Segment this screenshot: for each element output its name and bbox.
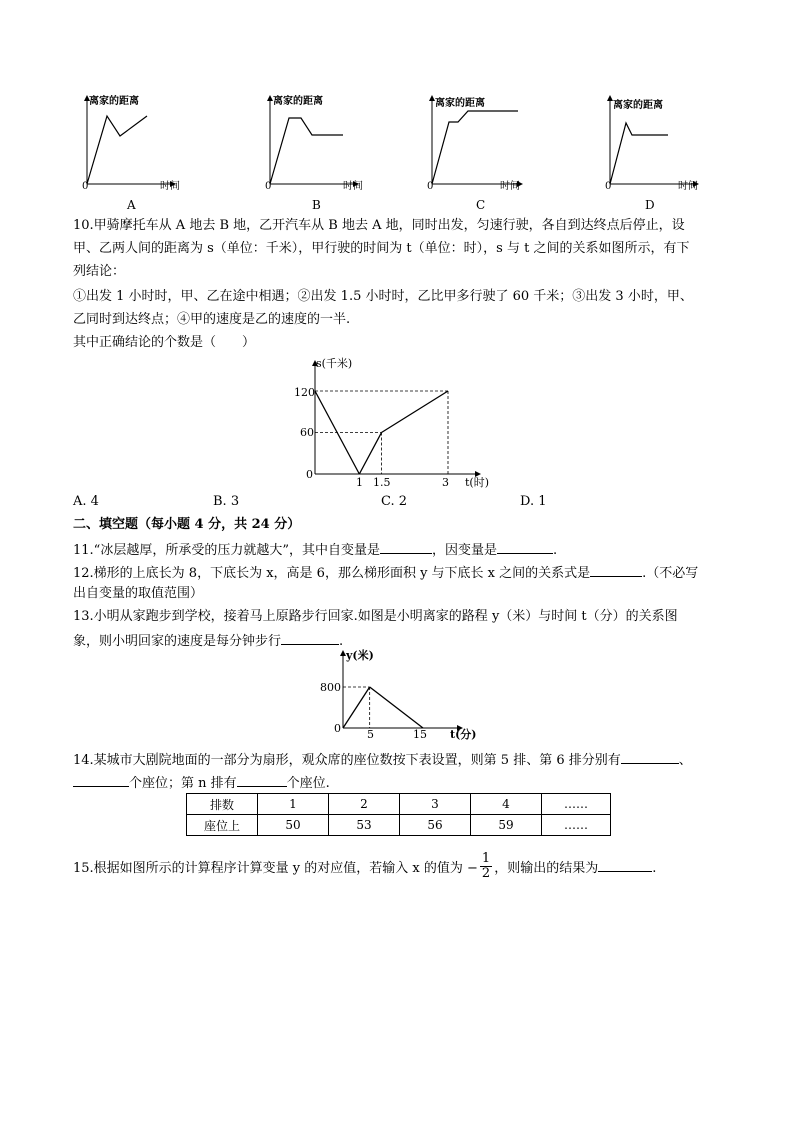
- seat-table: [186, 793, 611, 836]
- option-d-label: D: [645, 198, 655, 212]
- table-row: [187, 815, 611, 836]
- q11-text2: ，因变量是: [431, 543, 497, 558]
- option-c-label: C: [476, 198, 486, 212]
- q10-ytick-60: 60: [300, 426, 314, 439]
- option-a-label: A: [127, 198, 136, 212]
- graph-d-origin: 0: [605, 181, 612, 192]
- q10-ytick-120: 120: [294, 386, 315, 399]
- q13-line1: 13.小明从家跑步到学校，接着马上原路步行回家.如图是小明离家的路程 y（米）与时间 t（分）的关系图: [73, 609, 678, 624]
- q10-option-b: B. 3: [213, 494, 240, 509]
- graph-c-line: [432, 111, 518, 184]
- q14-text2b: 个座位.: [286, 776, 330, 791]
- graph-a-origin: 0: [82, 181, 89, 192]
- q10-line6: 其中正确结论的个数是（ ）: [73, 335, 256, 350]
- q10-option-c: C. 2: [381, 494, 408, 509]
- table-row-header: [187, 794, 611, 815]
- graph-a-ylabel: 离家的距离: [89, 96, 139, 107]
- q15-frac-den: 2: [481, 866, 491, 881]
- graph-b-ylabel: 离家的距离: [273, 96, 323, 107]
- q15-text1: 15.根据如图所示的计算程序计算变量 y 的对应值，若输入 x 的值为 −: [73, 861, 478, 876]
- q10-ylabel: s(千米): [316, 357, 353, 370]
- table-cell: 3: [400, 794, 471, 815]
- table-cell: ……: [542, 815, 611, 836]
- graph-d: [605, 96, 698, 212]
- q13-xlabel: t(分): [450, 728, 477, 741]
- q13-segment: [370, 687, 423, 728]
- q10-segment: [382, 391, 449, 433]
- graph-d-xlabel: 时间: [678, 181, 698, 192]
- q12-text2: .（不必写: [642, 566, 699, 581]
- q10-line5: 乙同时到达终点；④甲的速度是乙的速度的一半.: [73, 312, 351, 327]
- q13-marks: [343, 687, 423, 728]
- q13-xtick-5: 5: [367, 728, 374, 741]
- q10-ytick-0: 0: [306, 468, 313, 481]
- q10-xtick-1: 1: [356, 476, 363, 489]
- graph-d-ylabel: 离家的距离: [613, 100, 663, 111]
- q11-line: [73, 541, 557, 559]
- graph-b-xlabel: 时间: [343, 181, 363, 192]
- q14-sep: 、: [678, 753, 692, 768]
- graph-c-origin: 0: [427, 181, 434, 192]
- graph-d-line: [610, 123, 668, 184]
- table-cell: 53: [329, 815, 400, 836]
- q14-blank-3[interactable]: [237, 774, 287, 787]
- q12-text1: 12.梯形的上底长为 8，下底长为 x，高是 6，那么梯形面积 y 与下底长 x 之间的关系式是: [73, 566, 591, 581]
- graph-b-line: [270, 118, 343, 184]
- graph-a-line: [87, 116, 147, 184]
- q10-xtick-1-5: 1.5: [373, 476, 391, 489]
- table-cell: 座位上: [187, 815, 258, 836]
- table-cell: 4: [471, 794, 542, 815]
- table-cell: ……: [542, 794, 611, 815]
- q13-line2-text: 象，则小明回家的速度是每分钟步行: [73, 634, 282, 649]
- q13-origin: 0: [334, 722, 341, 735]
- q13-ytick-800: 800: [320, 681, 341, 694]
- q13-chart: [312, 647, 477, 742]
- q13-line2: [73, 632, 343, 650]
- q10-xlabel: t(时): [465, 476, 490, 489]
- q11-blank-1[interactable]: [380, 541, 432, 554]
- table-cell: 56: [400, 815, 471, 836]
- option-b-label: B: [312, 198, 321, 212]
- graph-a: [82, 94, 180, 212]
- graph-c: [427, 96, 522, 212]
- q14-line2: [73, 774, 330, 792]
- q15-text2: ，则输出的结果为: [494, 861, 599, 876]
- q10-line4: ①出发 1 小时时，甲、乙在途中相遇；②出发 1.5 小时时，乙比甲多行驶了 60 千米；③出发 3 小时，甲、: [73, 289, 693, 304]
- q14-text2a: 个座位；第 n 排有: [129, 776, 237, 791]
- q10-chart: [290, 355, 500, 490]
- graph-c-xlabel: 时间: [500, 181, 520, 192]
- table-cell: 2: [329, 794, 400, 815]
- q14-line1: [73, 751, 692, 769]
- table-cell: 排数: [187, 794, 258, 815]
- q13-blank[interactable]: [281, 632, 339, 645]
- q15-end: .: [652, 861, 657, 876]
- graph-b-origin: 0: [265, 181, 272, 192]
- q13-end: .: [339, 634, 344, 649]
- q12-line1: [73, 564, 698, 582]
- q15-frac-num: 1: [481, 851, 491, 866]
- q10-line2: 甲、乙两人间的距离为 s（单位：千米），甲行驶的时间为 t（单位：时），s 与 t 之间的关系如图所示，有下: [73, 241, 690, 256]
- q10-line1: 10.甲骑摩托车从 A 地去 B 地，乙开汽车从 B 地去 A 地，同时出发，匀速行驶，各自到达终点后停止，设: [73, 218, 685, 233]
- q11-text3: .: [552, 543, 558, 558]
- graph-a-xlabel: 时间: [160, 181, 180, 192]
- q14-text1: 14.某城市大剧院地面的一部分为扇形，观众席的座位数按下表设置，则第 5 排、第 6 排分别有: [73, 753, 621, 768]
- q15-blank[interactable]: [598, 859, 652, 872]
- q12-line2: 出自变量的取值范围）: [73, 586, 204, 601]
- q11-blank-2[interactable]: [497, 541, 553, 554]
- section2-heading: 二、填空题（每小题 4 分，共 24 分）: [73, 517, 301, 532]
- q14-blank-2[interactable]: [73, 774, 129, 787]
- q10-line3: 列结论：: [73, 264, 126, 279]
- q13-xtick-15: 15: [413, 728, 427, 741]
- q10-segment: [359, 433, 381, 475]
- q12-blank[interactable]: [590, 564, 642, 577]
- option-graphs: [60, 88, 720, 213]
- table-cell: 50: [258, 815, 329, 836]
- q15-line: [73, 851, 657, 883]
- q10-xtick-3: 3: [442, 476, 449, 489]
- q11-text1: 11.“冰层越厚，所承受的压力就越大”，其中自变量是: [73, 543, 380, 558]
- q10-option-d: D. 1: [520, 494, 547, 509]
- table-cell: 1: [258, 794, 329, 815]
- q10-option-a: A. 4: [73, 494, 99, 509]
- q13-ylabel: y(米): [346, 649, 374, 662]
- q14-blank-1[interactable]: [621, 751, 679, 764]
- q15-fraction: [480, 852, 492, 881]
- graph-c-ylabel: 离家的距离: [435, 98, 485, 109]
- q13-segment: [343, 687, 370, 728]
- table-cell: 59: [471, 815, 542, 836]
- graph-b: [265, 94, 363, 212]
- q10-marks: [315, 391, 448, 474]
